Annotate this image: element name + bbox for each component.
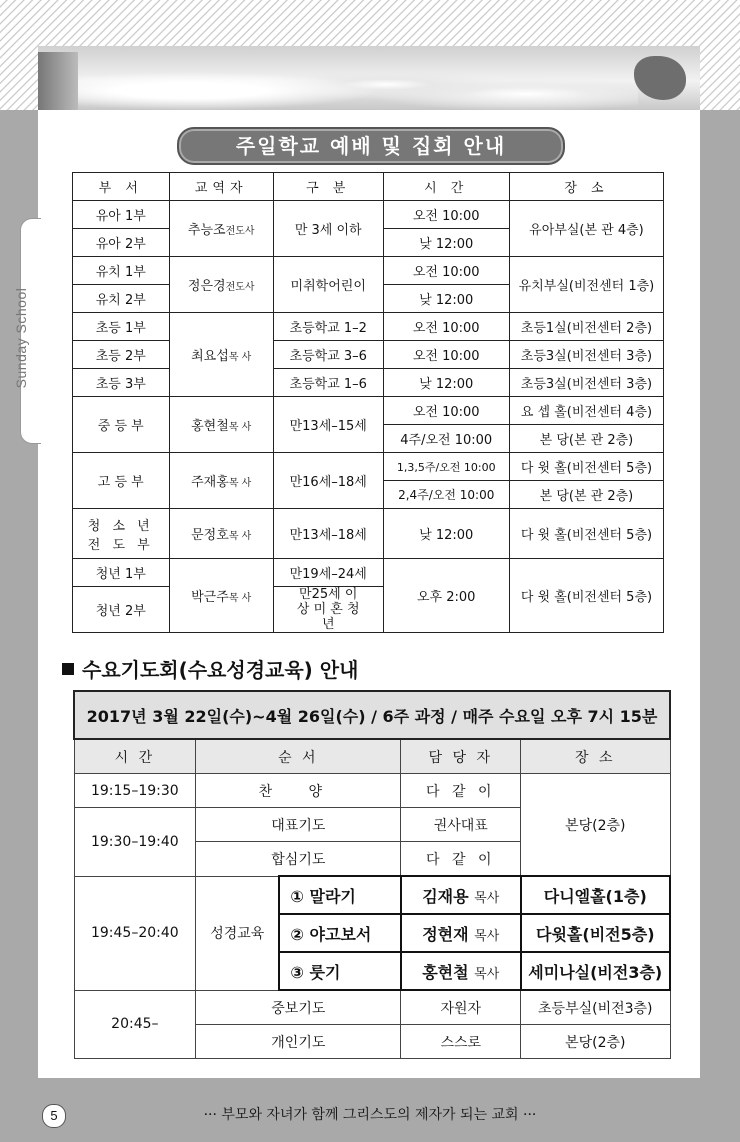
study-topic-cell: ① 말라기 — [279, 876, 401, 914]
person-cell: 스스로 — [401, 1025, 521, 1059]
pastor-cell: 최요섭목 사 — [169, 313, 273, 397]
place-cell: 다 윗 홀(비전센터 5층) — [509, 509, 663, 559]
column-header: 장 소 — [521, 739, 670, 774]
time-cell: 오전 10:00 — [383, 313, 509, 341]
dept-cell: 유아 2부 — [73, 229, 170, 257]
group-cell: 만19세–24세 — [273, 559, 383, 587]
place-cell: 본당(2층) — [521, 774, 670, 877]
table-header-row — [74, 739, 670, 774]
clouds-image — [78, 46, 638, 110]
time-cell: 낮 12:00 — [383, 369, 509, 397]
pastor-cell: 박근주목 사 — [169, 559, 273, 633]
table-row — [73, 509, 664, 559]
table-row — [73, 341, 664, 369]
dept-cell: 청년 1부 — [73, 559, 170, 587]
table-row — [74, 691, 670, 739]
dept-cell: 유아 1부 — [73, 201, 170, 229]
column-header: 구 분 — [273, 173, 383, 201]
time-cell: 19:15–19:30 — [74, 774, 196, 808]
dept-cell: 중 등 부 — [73, 397, 170, 453]
page-number: 5 — [42, 1104, 66, 1128]
study-teacher-cell: 정현재 목사 — [401, 914, 521, 952]
time-cell: 19:45–20:40 — [74, 876, 196, 990]
dept-cell: 초등 1부 — [73, 313, 170, 341]
dept-cell: 초등 3부 — [73, 369, 170, 397]
person-cell: 다 같 이 — [401, 842, 521, 877]
time-cell: 낮 12:00 — [383, 229, 509, 257]
place-cell: 유치부실(비전센터 1층) — [509, 257, 663, 313]
column-header: 시 간 — [383, 173, 509, 201]
study-place-cell: 다니엘홀(1층) — [521, 876, 670, 914]
person-cell: 다 같 이 — [401, 774, 521, 808]
table-row — [73, 257, 664, 285]
map-silhouette-image — [634, 56, 686, 100]
place-cell: 초등부실(비전3층) — [521, 990, 670, 1025]
time-cell: 2,4주/오전 10:00 — [383, 481, 509, 509]
group-cell: 초등학교 1–6 — [273, 369, 383, 397]
time-cell: 1,3,5주/오전 10:00 — [383, 453, 509, 481]
column-header: 담 당 자 — [401, 739, 521, 774]
schedule-banner: 2017년 3월 22일(수)~4월 26일(수) / 6주 과정 / 매주 수요일 오후 7시 15분 — [74, 691, 670, 739]
study-topic-cell: ③ 룻기 — [279, 952, 401, 990]
time-cell: 오후 2:00 — [383, 559, 509, 633]
time-cell: 오전 10:00 — [383, 341, 509, 369]
table-row — [73, 369, 664, 397]
place-cell: 유아부실(본 관 4층) — [509, 201, 663, 257]
dept-cell: 유치 2부 — [73, 285, 170, 313]
item-cell: 찬 양 — [196, 774, 401, 808]
group-cell: 만 3세 이하 — [273, 201, 383, 257]
sunday-school-table — [72, 172, 664, 633]
wednesday-prayer-table — [73, 690, 671, 1059]
pastor-cell: 주재홍목 사 — [169, 453, 273, 509]
table-row — [73, 313, 664, 341]
column-header: 부 서 — [73, 173, 170, 201]
pastor-cell: 추능조전도사 — [169, 201, 273, 257]
column-header: 장 소 — [509, 173, 663, 201]
study-place-cell: 세미나실(비전3층) — [521, 952, 670, 990]
time-cell: 4주/오전 10:00 — [383, 425, 509, 453]
item-cell: 대표기도 — [196, 808, 401, 842]
place-cell: 요 셉 홀(비전센터 4층) — [509, 397, 663, 425]
column-header: 시 간 — [74, 739, 196, 774]
study-place-cell: 다윗홀(비전5층) — [521, 914, 670, 952]
place-cell: 본 당(본 관 2층) — [509, 481, 663, 509]
study-teacher-cell: 홍현철 목사 — [401, 952, 521, 990]
page-title: 주일학교 예배 및 집회 안내 — [177, 127, 565, 165]
item-cell: 합심기도 — [196, 842, 401, 877]
dept-cell: 청년 2부 — [73, 587, 170, 633]
table-row — [74, 876, 670, 914]
study-teacher-cell: 김재용 목사 — [401, 876, 521, 914]
dept-cell: 유치 1부 — [73, 257, 170, 285]
footer-slogan: ··· 부모와 자녀가 함께 그리스도의 제자가 되는 교회 ··· — [203, 1107, 537, 1123]
study-topic-cell: ② 야고보서 — [279, 914, 401, 952]
time-cell: 오전 10:00 — [383, 257, 509, 285]
table-row — [74, 990, 670, 1025]
group-cell: 만25세 이상 미 혼 청 년 — [273, 587, 383, 633]
pastor-cell: 정은경전도사 — [169, 257, 273, 313]
dept-cell: 청 소 년 전 도 부 — [73, 509, 170, 559]
dept-cell: 초등 2부 — [73, 341, 170, 369]
group-cell: 만16세–18세 — [273, 453, 383, 509]
time-cell: 낮 12:00 — [383, 509, 509, 559]
table-row — [73, 201, 664, 229]
column-header: 교역자 — [169, 173, 273, 201]
person-cell: 자원자 — [401, 990, 521, 1025]
place-cell: 초등1실(비전센터 2층) — [509, 313, 663, 341]
group-cell: 미취학어린이 — [273, 257, 383, 313]
group-cell: 초등학교 3–6 — [273, 341, 383, 369]
place-cell: 초등3실(비전센터 3층) — [509, 369, 663, 397]
item-cell: 개인기도 — [196, 1025, 401, 1059]
wednesday-section-heading: 수요기도회(수요성경교육) 안내 — [62, 654, 358, 683]
person-cell: 권사대표 — [401, 808, 521, 842]
table-row — [73, 559, 664, 587]
column-header: 순 서 — [196, 739, 401, 774]
building-image — [38, 52, 78, 110]
place-cell: 다 윗 홀(비전센터 5층) — [509, 453, 663, 481]
time-cell: 20:45– — [74, 990, 196, 1059]
place-cell: 초등3실(비전센터 3층) — [509, 341, 663, 369]
square-bullet-icon — [62, 663, 74, 675]
group-cell: 만13세–18세 — [273, 509, 383, 559]
header-banner-image — [38, 46, 700, 110]
table-row — [74, 774, 670, 808]
place-cell: 본 당(본 관 2층) — [509, 425, 663, 453]
group-cell: 만13세–15세 — [273, 397, 383, 453]
dept-cell: 고 등 부 — [73, 453, 170, 509]
time-cell: 오전 10:00 — [383, 397, 509, 425]
table-row — [73, 397, 664, 425]
side-tab-label: Sunday School — [13, 287, 29, 389]
time-cell: 오전 10:00 — [383, 201, 509, 229]
table-row — [73, 453, 664, 481]
pastor-cell: 홍현철목 사 — [169, 397, 273, 453]
time-cell: 낮 12:00 — [383, 285, 509, 313]
time-cell: 19:30–19:40 — [74, 808, 196, 877]
table-header-row — [73, 173, 664, 201]
item-cell: 성경교육 — [196, 876, 280, 990]
place-cell: 본당(2층) — [521, 1025, 670, 1059]
item-cell: 중보기도 — [196, 990, 401, 1025]
group-cell: 초등학교 1–2 — [273, 313, 383, 341]
place-cell: 다 윗 홀(비전센터 5층) — [509, 559, 663, 633]
pastor-cell: 문정호목 사 — [169, 509, 273, 559]
